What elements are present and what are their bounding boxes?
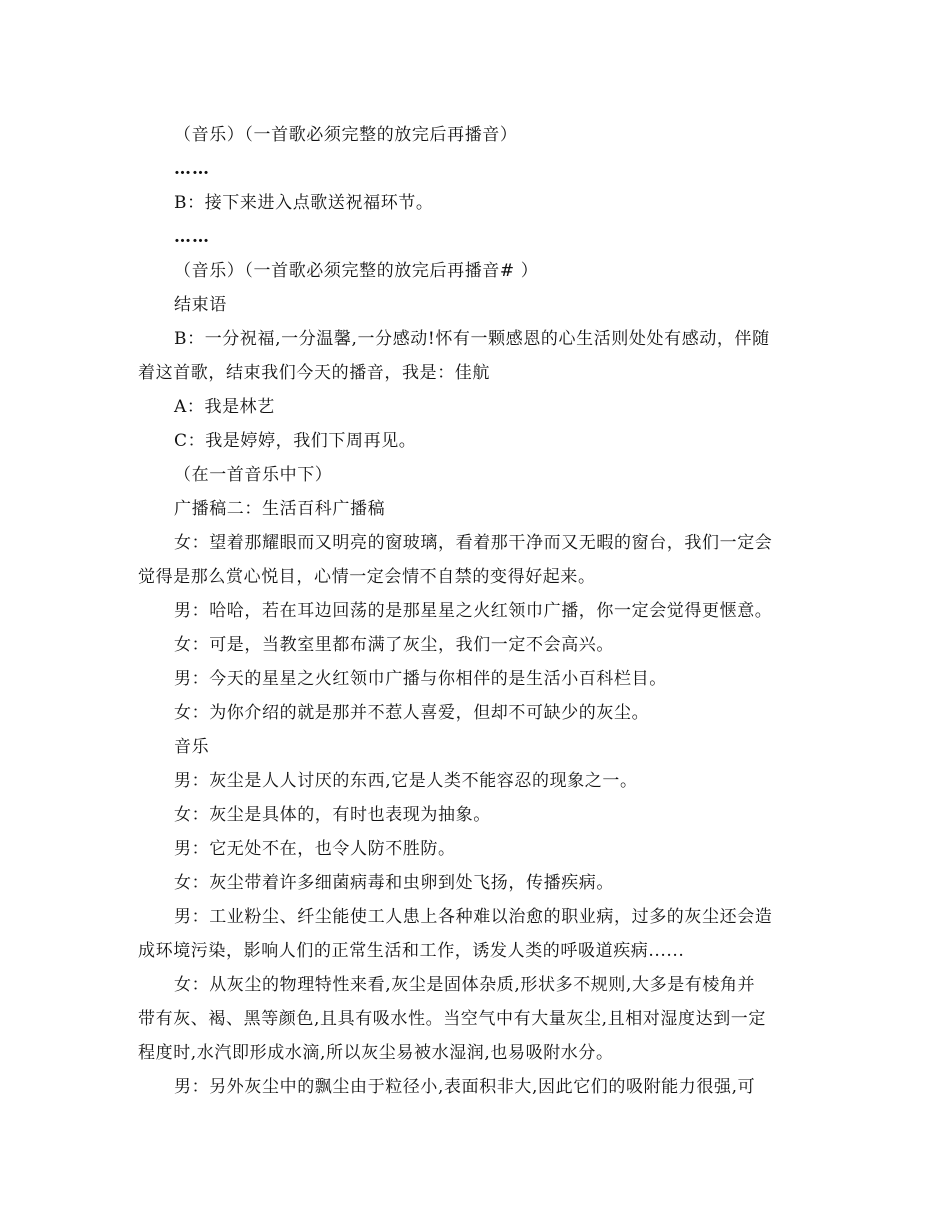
text-line: 女：可是，当教室里都布满了灰尘，我们一定不会高兴。	[174, 635, 614, 655]
text-line: 男：另外灰尘中的飘尘由于粒径小,表面积非大,因此它们的吸附能力很强,可	[174, 1077, 756, 1097]
text-line: 着这首歌，结束我们今天的播音，我是：佳航	[138, 363, 490, 383]
text-line: （音乐）（一首歌必须完整的放完后再播音）	[174, 125, 518, 145]
text-line: 成环境污染，影响人们的正常生活和工作，诱发人类的呼吸道疾病......	[138, 941, 685, 961]
text-line: 女：从灰尘的物理特性来看,灰尘是固体杂质,形状多不规则,大多是有棱角并	[174, 975, 756, 995]
ellipsis-line: ……	[174, 159, 210, 179]
text-line: A：我是林艺	[174, 397, 275, 417]
text-line: 女：望着那耀眼而又明亮的窗玻璃，看着那干净而又无暇的窗台，我们一定会	[174, 533, 773, 553]
ellipsis-line: ……	[174, 227, 210, 247]
text-line: 男：它无处不在，也令人防不胜防。	[174, 839, 456, 859]
text-line: （音乐）（一首歌必须完整的放完后再播音# ）	[174, 261, 539, 281]
text-line: 结束语	[174, 295, 227, 315]
text-line: （在一首音乐中下）	[174, 465, 333, 485]
text-line: 男：今天的星星之火红领巾广播与你相伴的是生活小百科栏目。	[174, 669, 667, 689]
text-line: 广播稿二：生活百科广播稿	[174, 499, 386, 519]
document-body	[138, 118, 818, 1104]
text-line: 音乐	[174, 737, 210, 757]
text-line: 女：灰尘带着许多细菌病毒和虫卵到处飞扬，传播疾病。	[174, 873, 614, 893]
text-line: 男：哈哈，若在耳边回荡的是那星星之火红领巾广播，你一定会觉得更惬意。	[174, 601, 773, 621]
text-line: 带有灰、褐、黑等颜色,且具有吸水性。当空气中有大量灰尘,且相对湿度达到一定	[138, 1009, 767, 1029]
text-line: 女：为你介绍的就是那并不惹人喜爱，但却不可缺少的灰尘。	[174, 703, 650, 723]
text-line: B：接下来进入点歌送祝福环节。	[174, 193, 434, 213]
text-line: 程度时,水汽即形成水滴,所以灰尘易被水湿润,也易吸附水分。	[138, 1043, 614, 1063]
text-line: C：我是婷婷，我们下周再见。	[174, 431, 417, 451]
text-line: 男：灰尘是人人讨厌的东西,它是人类不能容忍的现象之一。	[174, 771, 638, 791]
text-line: B：一分祝福,一分温馨,一分感动!怀有一颗感恩的心生活则处处有感动，伴随	[174, 329, 770, 349]
text-line: 女：灰尘是具体的，有时也表现为抽象。	[174, 805, 491, 825]
text-line: 觉得是那么赏心悦目，心情一定会情不自禁的变得好起来。	[138, 567, 596, 587]
text-line: 男：工业粉尘、纤尘能使工人患上各种难以治愈的职业病，过多的灰尘还会造	[174, 907, 773, 927]
